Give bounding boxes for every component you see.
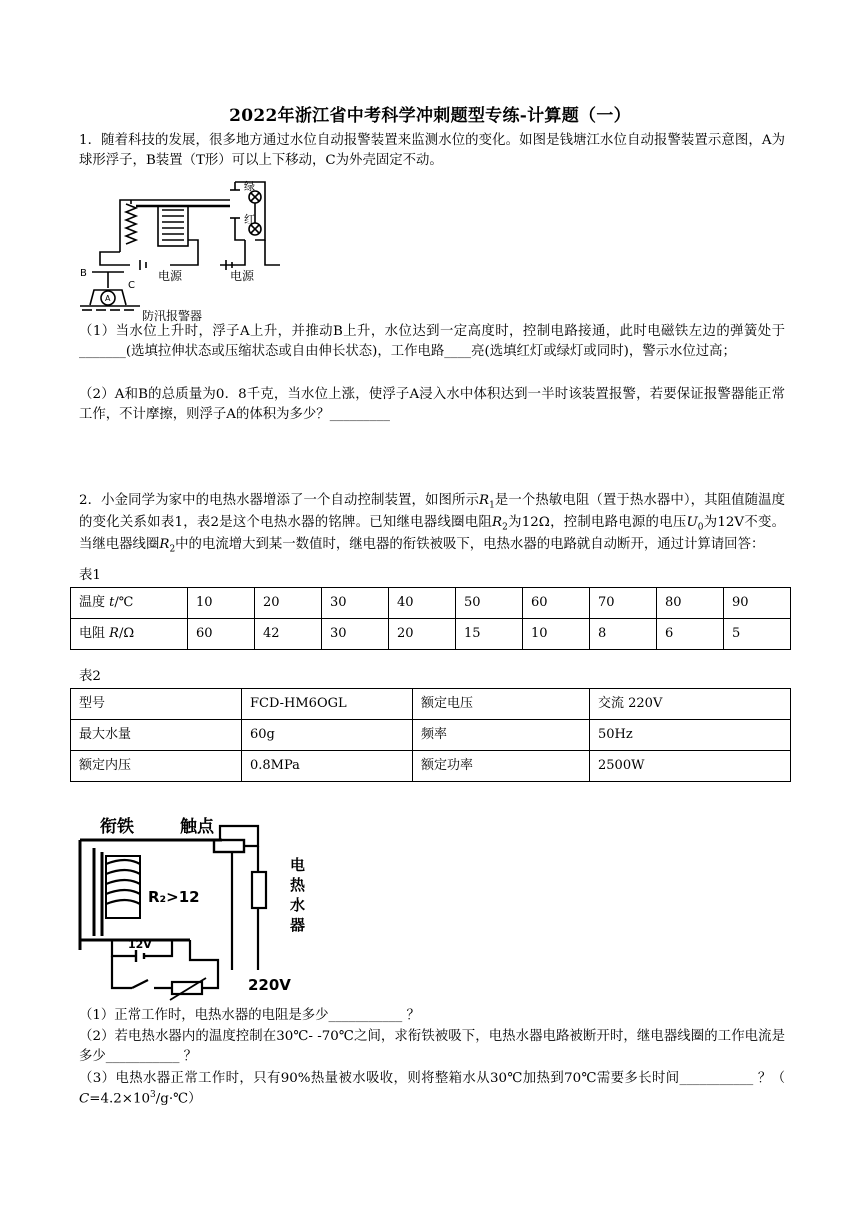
r2-label: R₂>12 bbox=[148, 888, 200, 906]
a-label: A bbox=[105, 294, 111, 303]
table-cell: 90 bbox=[724, 588, 791, 619]
q1-part1: （1）当水位上升时，浮子A上升，并推动B上升，水位达到一定高度时，控制电路接通，此时电磁铁左边的弹簧处于_______(选填拉伸状态或压缩状态或自由伸长状态)，工作电路____亮(选填红灯或绿灯或同时)，警示水位过高； bbox=[79, 324, 785, 360]
table-row bbox=[71, 689, 791, 720]
table-cell: 频率 bbox=[413, 720, 590, 751]
contact-label: 触点 bbox=[180, 817, 214, 837]
armature-label: 衔铁 bbox=[100, 817, 134, 837]
table-cell: 80 bbox=[657, 588, 724, 619]
table1-caption: 表1 bbox=[79, 568, 101, 583]
table-row bbox=[71, 619, 791, 650]
power2-label: 电源 bbox=[230, 269, 255, 283]
table-cell: 30 bbox=[322, 619, 389, 650]
table-cell: 50Hz bbox=[590, 720, 791, 751]
table-cell: 30 bbox=[322, 588, 389, 619]
table-row bbox=[71, 720, 791, 751]
power1-label: 电源 bbox=[158, 269, 183, 283]
table-cell: 60g bbox=[242, 720, 413, 751]
table-cell: 最大水量 bbox=[71, 720, 242, 751]
q2-figure bbox=[72, 810, 332, 1002]
table1 bbox=[70, 587, 791, 650]
mains-voltage-label: 220V bbox=[248, 976, 291, 994]
q2-part3: （3）电热水器正常工作时，只有90%热量被水吸收，则将整箱水从30℃加热到70℃需要多长时间___________ ？（ $C=4.2\times 10^3/g\cdot℃$） bbox=[79, 1071, 785, 1107]
table-cell: 10 bbox=[523, 619, 590, 650]
q2-part2: （2）若电热水器内的温度控制在30℃- -70℃之间，求衔铁被吸下，电热水器电路被断开时，继电器线圈的工作电流是多少___________ ？ bbox=[79, 1029, 785, 1065]
red-lamp-label: 红 bbox=[244, 213, 255, 226]
c-label: C bbox=[128, 280, 135, 291]
q1-intro: 1．随着科技的发展，很多地方通过水位自动报警装置来监测水位的变化。如图是钱塘江水位自动报警装置示意图，A为球形浮子，B装置（T形）可以上下移动，C为外壳固定不动。 bbox=[79, 133, 785, 169]
table-cell: 0.8MPa bbox=[242, 751, 413, 782]
table-cell: 20 bbox=[255, 588, 322, 619]
table-cell: 42 bbox=[255, 619, 322, 650]
q2-intro: 2．小金同学为家中的电热水器增添了一个自动控制装置，如图所示$R_1$是一个热敏电阻（置于热水器中），其阻值随温度的变化关系如表1，表2是这个电热水器的铭牌。已知继电器线圈电阻$R_2$为12Ω，控制电路电源的电压$U_0$为12V不变。当继电器线圈$R_2$中的电流增大到某一数值时，继电器的衔铁被吸下，电热水器的电路就自动断开，通过计算请回答： bbox=[79, 493, 786, 556]
table-cell: 额定内压 bbox=[71, 751, 242, 782]
b-label: B bbox=[80, 268, 87, 279]
q1-figure-caption: 防汛报警器 bbox=[142, 309, 203, 323]
heater-label-3: 水 bbox=[290, 896, 306, 914]
q1-figure bbox=[80, 180, 280, 325]
heater-label-2: 热 bbox=[290, 876, 306, 894]
table-cell: FCD-HM6OGL bbox=[242, 689, 413, 720]
table-cell: 2500W bbox=[590, 751, 791, 782]
table-row bbox=[71, 588, 791, 619]
table-cell: 额定电压 bbox=[413, 689, 590, 720]
table-cell: 电阻 R/Ω bbox=[71, 619, 188, 650]
table2 bbox=[70, 688, 791, 782]
table-cell: 40 bbox=[389, 588, 456, 619]
table-cell: 20 bbox=[389, 619, 456, 650]
table-cell: 型号 bbox=[71, 689, 242, 720]
page-title: 2022年浙江省中考科学冲刺题型专练-计算题（一） bbox=[229, 106, 631, 126]
table-cell: 50 bbox=[456, 588, 523, 619]
q2-part1: （1）正常工作时，电热水器的电阻是多少___________ ？ bbox=[79, 1008, 420, 1023]
table-cell: 60 bbox=[188, 619, 255, 650]
heater-label-1: 电 bbox=[290, 856, 306, 874]
table-cell: 温度 t/℃ bbox=[71, 588, 188, 619]
table-cell: 交流 220V bbox=[590, 689, 791, 720]
q1-part2: （2）A和B的总质量为0．8千克，当水位上涨，使浮子A浸入水中体积达到一半时该装置报警，若要保证报警器能正常工作，不计摩擦，则浮子A的体积为多少？_________ bbox=[79, 387, 785, 423]
table-cell: 额定功率 bbox=[413, 751, 590, 782]
battery-label: 12V bbox=[128, 938, 152, 951]
table-cell: 15 bbox=[456, 619, 523, 650]
table-row bbox=[71, 751, 791, 782]
green-lamp-label: 绿 bbox=[244, 180, 255, 193]
table2-caption: 表2 bbox=[79, 669, 101, 684]
table-cell: 60 bbox=[523, 588, 590, 619]
table-cell: 8 bbox=[590, 619, 657, 650]
table-cell: 6 bbox=[657, 619, 724, 650]
table-cell: 70 bbox=[590, 588, 657, 619]
table-cell: 5 bbox=[724, 619, 791, 650]
table-cell: 10 bbox=[188, 588, 255, 619]
heater-label-4: 器 bbox=[290, 916, 306, 934]
